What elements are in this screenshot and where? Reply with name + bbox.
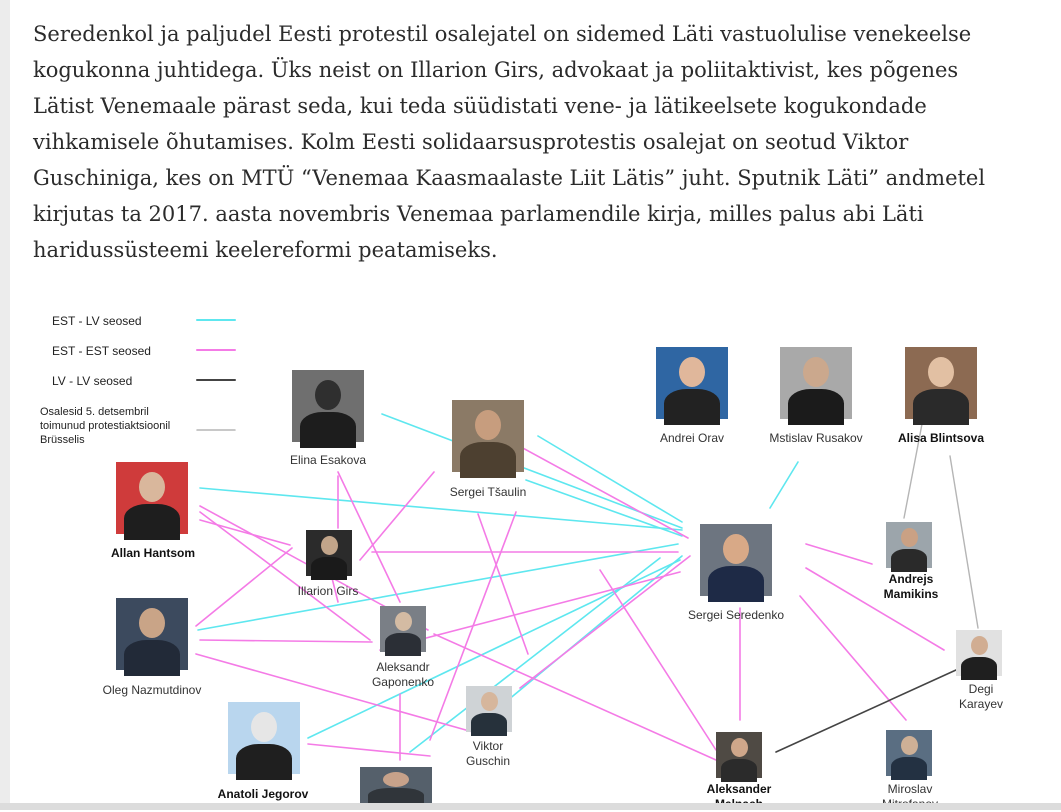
est-est-link — [806, 544, 872, 564]
person-name — [898, 431, 984, 446]
person-name-line: Oleg Nazmutdinov — [102, 683, 202, 697]
person-name — [290, 453, 366, 468]
portrait-photo — [292, 370, 364, 442]
est-est-link — [200, 640, 372, 642]
portrait-photo — [452, 400, 524, 472]
person-name-line: Viktor — [472, 739, 504, 753]
article-paragraph — [33, 16, 1048, 268]
portrait-photo — [886, 730, 932, 776]
person-name — [769, 431, 862, 446]
person-name — [103, 683, 202, 698]
portrait-photo — [905, 347, 977, 419]
person-name-line: Aleksander — [706, 782, 772, 796]
portrait-photo — [780, 347, 852, 419]
est-est-link — [478, 514, 528, 654]
person-name — [218, 787, 309, 802]
paragraph-line: Seredenkol ja paljudel Eesti protestil osalejatel on sidemed Läti vastuolulise venekeelse — [33, 22, 972, 46]
est-est-link — [520, 556, 690, 688]
est-est-link — [360, 472, 434, 560]
portrait-photo — [956, 630, 1002, 676]
est-est-link — [800, 596, 906, 720]
legend-est-lv-label: EST - LV seosed — [52, 314, 142, 328]
person-name-line: Mamikins — [883, 587, 939, 601]
person-name — [660, 431, 724, 446]
est-lv-link — [538, 436, 682, 522]
person-name-line: Andrei Orav — [659, 431, 725, 445]
est-est-link — [196, 548, 292, 626]
est-est-link — [200, 520, 290, 545]
person-name — [450, 485, 527, 500]
person-name-line: Gaponenko — [371, 675, 435, 689]
person-name — [298, 584, 359, 599]
person-name-line: Allan Hantsom — [110, 546, 196, 560]
legend-brussels-label: Osalesid 5. detsembril toimunud protestiaktsioonil Brüsselis — [40, 406, 171, 446]
person-name-line: Elina Esakova — [289, 453, 367, 467]
person-name — [372, 660, 434, 690]
person-name — [959, 682, 1003, 712]
paragraph-line: haridussüsteemi keelereformi peatamiseks. — [33, 238, 498, 262]
portrait-photo — [116, 598, 188, 670]
paragraph-line: kogukonna juhtidega. Üks neist on Illarion Girs, advokaat ja poliitaktivist, kes põgenes — [33, 58, 959, 82]
portrait-photo — [466, 686, 512, 732]
est-lv-link — [198, 544, 678, 630]
person-name — [466, 739, 510, 769]
portrait-photo — [380, 606, 426, 652]
person-name-line: Alisa Blintsova — [897, 431, 985, 445]
person-name-line: Mstislav Rusakov — [769, 431, 863, 445]
paragraph-line: kirjutas ta 2017. aasta novembris Venemaa parlamendile kirja, milles palus abi Läti — [33, 202, 924, 226]
portrait-photo — [360, 767, 432, 803]
connections-diagram — [0, 290, 1061, 803]
brussels-link — [950, 456, 978, 628]
paragraph-line: vihkamisele õhutamises. Kolm Eesti solidaarsusprotestis osalejat on seotud Viktor — [33, 130, 909, 154]
portrait-photo — [700, 524, 772, 596]
legend-lv-lv-label: LV - LV seosed — [52, 374, 133, 388]
person-name — [884, 572, 939, 602]
person-name-line: Sergei Seredenko — [687, 608, 785, 622]
bottom-border — [0, 803, 1061, 810]
portrait-photo — [228, 702, 300, 774]
est-est-link — [600, 570, 716, 750]
person-name — [111, 546, 195, 561]
person-name-line: Degi — [968, 682, 994, 696]
person-name-line: Anatoli Jegorov — [217, 787, 309, 801]
legend-est-est-label: EST - EST seosed — [52, 344, 151, 358]
person-name-line: Guschin — [465, 754, 511, 768]
est-lv-link — [770, 462, 798, 508]
person-name-line: Karayev — [958, 697, 1004, 711]
person-name-line: Illarion Girs — [297, 584, 359, 598]
person-name-line: Sergei Tšaulin — [449, 485, 527, 499]
portrait-photo — [716, 732, 762, 778]
paragraph-line: Guschiniga, kes on MTÜ “Venemaa Kaasmaalaste Liit Lätis” juht. Sputnik Läti” andmetel — [33, 166, 986, 190]
est-lv-link — [200, 488, 682, 530]
portrait-photo — [656, 347, 728, 419]
portrait-photo — [306, 530, 352, 576]
person-name-line: Miroslav — [887, 782, 933, 796]
person-name-line: Andrejs — [888, 572, 934, 586]
person-name — [688, 608, 784, 623]
paragraph-line: Lätist Venemaale pärast seda, kui teda süüdistati vene- ja lätikeelsete kogukondade — [33, 94, 927, 118]
portrait-photo — [886, 522, 932, 568]
portrait-photo — [116, 462, 188, 534]
person-name-line: Aleksandr — [376, 660, 430, 674]
